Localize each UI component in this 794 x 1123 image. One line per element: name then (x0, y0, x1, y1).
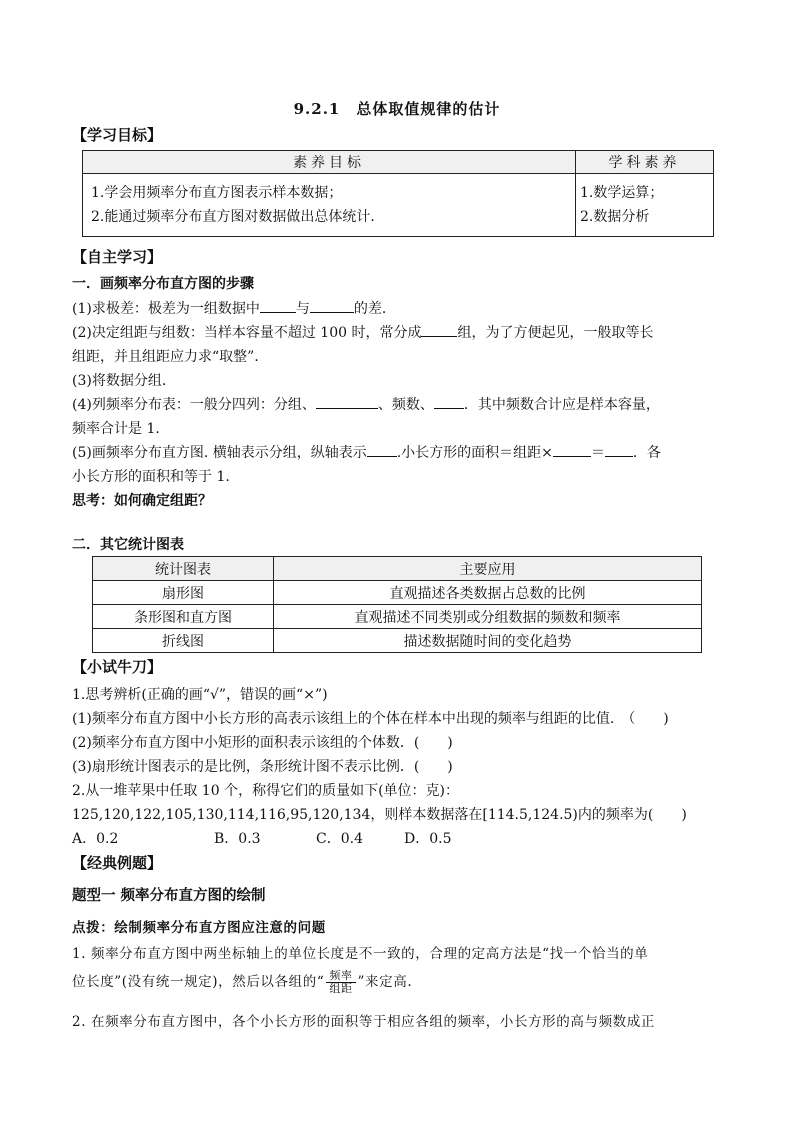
section-quick-try: 【小试牛刀】 (72, 658, 163, 676)
goals-head-right: 学科素养 (576, 151, 714, 174)
step-2: (2)决定组距与组数：当样本容量不超过 100 时，常分成 组，为了方便起见，一般取等长 (72, 325, 654, 341)
literacy-line-1: 1.数学运算； (580, 185, 664, 201)
q2-text: 2.从一堆苹果中任取 10 个，称得它们的质量如下(单位：克)： (72, 783, 459, 799)
section-self-study: 【自主学习】 (72, 248, 163, 266)
q1-item-3: (3)扇形统计图表示的是比例，条形统计图不表示比例．( ) (72, 759, 453, 775)
step-5-cont: 小长方形的面积和等于 1. (72, 469, 230, 485)
tip-2: 2. 在频率分布直方图中，各个小长方形的面积等于相应各组的频率，小长方形的高与频数成正 (72, 1014, 655, 1030)
goals-table (82, 150, 714, 237)
think-question: 思考：如何确定组距？ (72, 493, 212, 509)
table-cell: 直观描述各类数据占总数的比例 (274, 581, 702, 605)
part1-heading: 一．画频率分布直方图的步骤 (72, 276, 254, 292)
option-a: A．0.2 (72, 831, 119, 847)
fill-blank (421, 323, 457, 337)
tip-title: 点拨：绘制频率分布直方图应注意的问题 (72, 920, 326, 936)
tip-1: 1. 频率分布直方图中两坐标轴上的单位长度是不一致的，合理的定高方法是“找一个恰当的单 (72, 946, 649, 962)
q1-item-2: (2)频率分布直方图中小矩形的面积表示该组的个体数．( ) (72, 735, 453, 751)
table-cell: 描述数据随时间的变化趋势 (274, 629, 702, 653)
option-b: B．0.3 (214, 831, 261, 847)
table-row (93, 629, 702, 653)
step-1: (1)求极差：极差为一组数据中 与 的差． (72, 301, 396, 317)
fill-blank (367, 443, 397, 457)
type1-heading: 题型一 频率分布直方图的绘制 (72, 887, 266, 904)
step-3: (3)将数据分组． (72, 373, 176, 389)
table-cell: 条形图和直方图 (93, 605, 274, 629)
section-examples: 【经典例题】 (72, 854, 163, 872)
goals-left-cell (83, 174, 576, 237)
stat-charts-table (92, 556, 702, 653)
table-cell: 扇形图 (93, 581, 274, 605)
literacy-line-2: 2.数据分析 (580, 209, 650, 225)
goals-right-cell (576, 174, 714, 237)
q2-options (72, 828, 732, 848)
fill-blank (260, 299, 296, 313)
table-row (93, 557, 702, 581)
fill-blank (434, 395, 464, 409)
table-row (93, 605, 702, 629)
section-learning-goals: 【学习目标】 (72, 126, 163, 144)
goals-head-left: 素养目标 (83, 151, 576, 174)
goal-line-1: 1.学会用频率分布直方图表示样本数据； (91, 185, 343, 201)
q1-item-1: (1)频率分布直方图中小长方形的高表示该组上的个体在样本中出现的频率与组距的比值. （ ) (72, 711, 669, 727)
page-title: 9.2.1 总体取值规律的估计 (293, 100, 501, 118)
fill-blank (605, 443, 633, 457)
step-4: (4)列频率分布表：一般分四列：分组、 、频数、 ．其中频数合计应是样本容量， (72, 397, 660, 413)
table-row (93, 581, 702, 605)
fill-blank (553, 443, 591, 457)
part2-heading: 二．其它统计图表 (72, 537, 184, 553)
q2-data: 125,120,122,105,130,114,116,95,120,134，则样本数据落在[114.5,124.5)内的频率为( ) (72, 807, 687, 823)
table-cell: 直观描述不同类别或分组数据的频数和频率 (274, 605, 702, 629)
fill-blank (316, 395, 378, 409)
option-c: C．0.4 (316, 831, 363, 847)
option-d: D．0.5 (404, 831, 452, 847)
fill-blank (310, 299, 354, 313)
step-4-cont: 频率合计是 1. (72, 421, 160, 437)
table-cell: 主要应用 (274, 557, 702, 581)
q1-intro: 1.思考辨析(正确的画“√”，错误的画“×”) (72, 687, 328, 703)
table-cell: 统计图表 (93, 557, 274, 581)
goal-line-2: 2.能通过频率分布直方图对数据做出总体统计． (91, 209, 385, 225)
step-5: (5)画频率分布直方图. 横轴表示分组，纵轴表示 .小长方形的面积＝组距× ＝ ．各 (72, 445, 661, 461)
table-cell: 折线图 (93, 629, 274, 653)
step-2-cont: 组距，并且组距应力求“取整”． (72, 349, 269, 365)
fraction: $\frac{\text{频率}}{\text{组距}}$ (326, 970, 355, 995)
tip-1-cont: 位长度”(没有统一规定)，然后以各组的“ $\frac{\text{频率}}{\text{组距}}$ ”来定高. (72, 969, 413, 995)
